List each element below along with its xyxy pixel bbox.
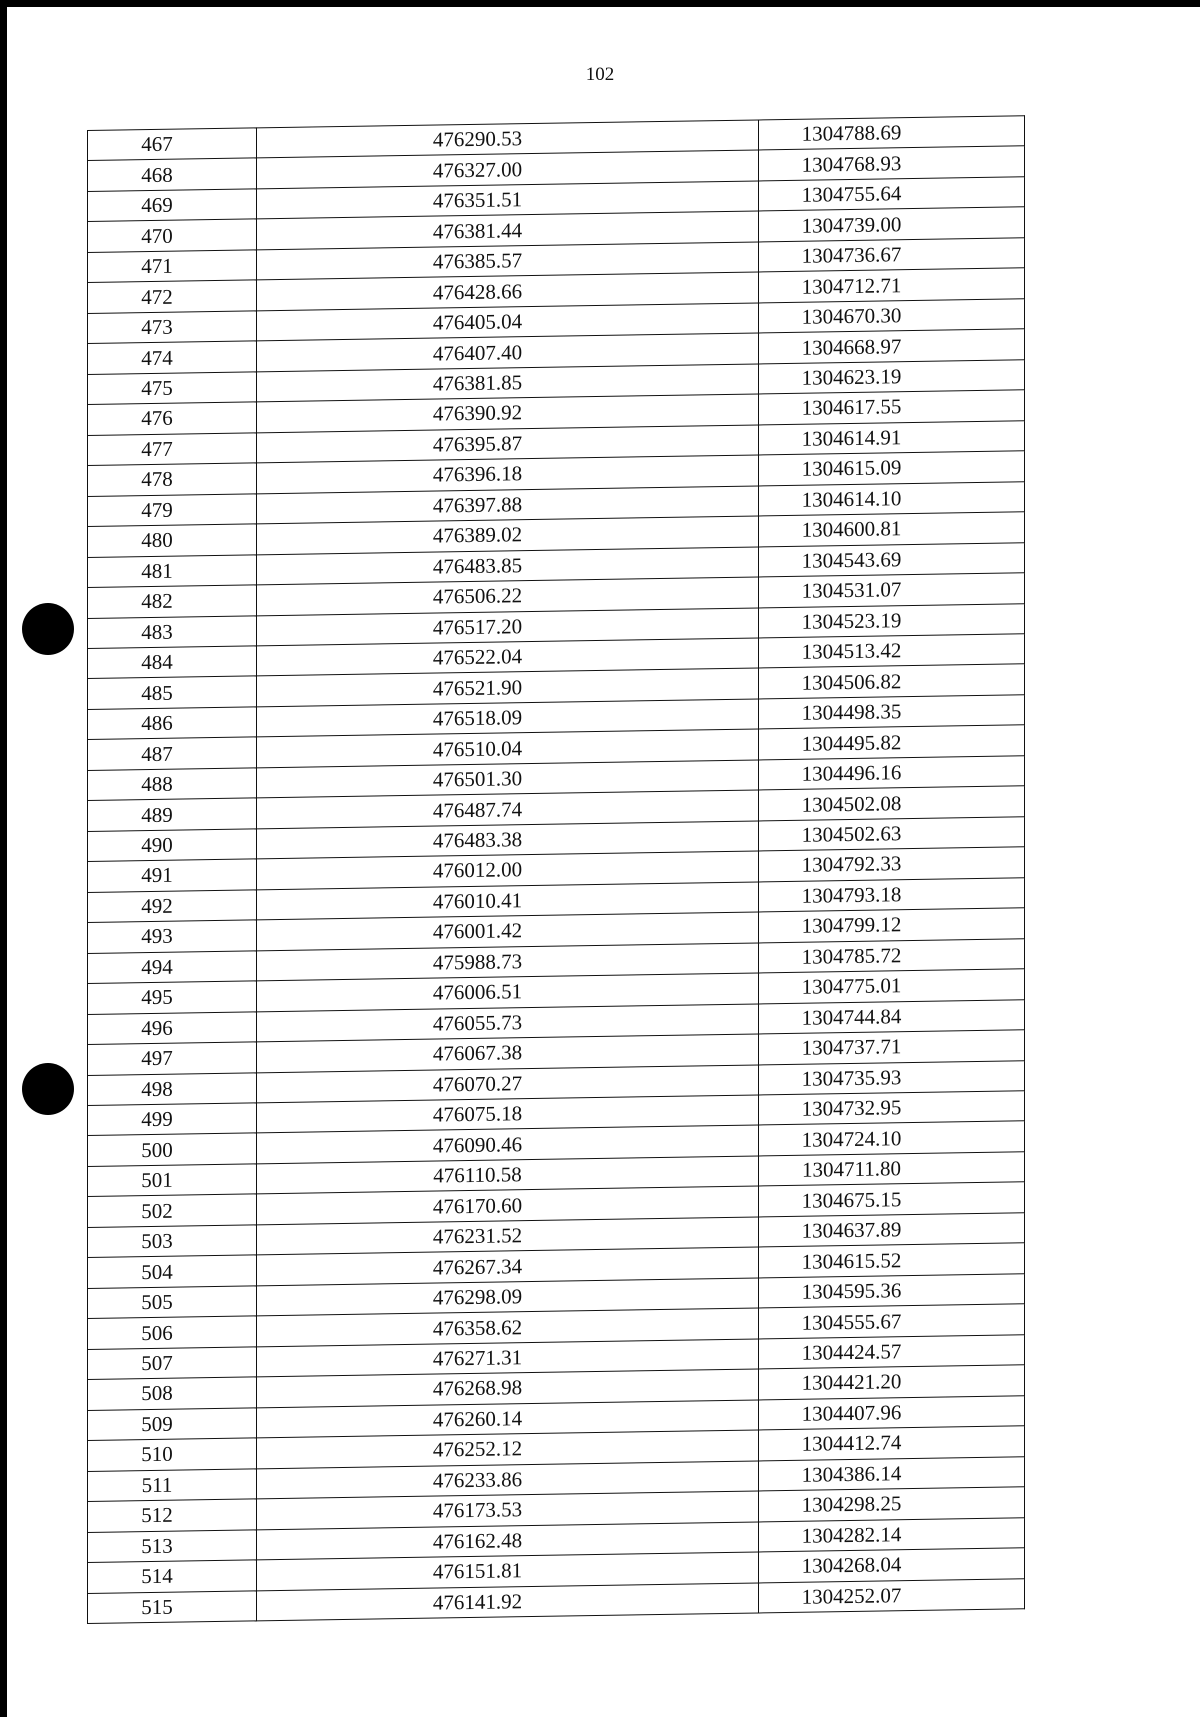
point-id-cell: 479 xyxy=(88,493,257,526)
point-id-cell: 484 xyxy=(88,646,257,679)
y-coordinate-cell: 1304623.19 xyxy=(759,360,1025,395)
x-coordinate-cell: 476517.20 xyxy=(257,607,759,645)
y-coordinate-cell: 1304495.82 xyxy=(759,725,1025,760)
x-coordinate-cell: 476055.73 xyxy=(257,1004,759,1042)
punch-hole-top xyxy=(22,603,74,655)
y-coordinate-cell: 1304712.71 xyxy=(759,268,1025,303)
x-coordinate-cell: 476001.42 xyxy=(257,912,759,950)
point-id-cell: 511 xyxy=(88,1468,257,1501)
point-id-cell: 503 xyxy=(88,1225,257,1258)
y-coordinate-cell: 1304614.10 xyxy=(759,481,1025,516)
y-coordinate-cell: 1304736.67 xyxy=(759,238,1025,273)
y-coordinate-cell: 1304724.10 xyxy=(759,1121,1025,1156)
x-coordinate-cell: 476252.12 xyxy=(257,1430,759,1468)
point-id-cell: 470 xyxy=(88,219,257,252)
y-coordinate-cell: 1304615.09 xyxy=(759,451,1025,486)
y-coordinate-cell: 1304793.18 xyxy=(759,877,1025,912)
point-id-cell: 489 xyxy=(88,798,257,831)
y-coordinate-cell: 1304670.30 xyxy=(759,299,1025,334)
point-id-cell: 513 xyxy=(88,1529,257,1562)
x-coordinate-cell: 476090.46 xyxy=(257,1125,759,1163)
point-id-cell: 506 xyxy=(88,1316,257,1349)
point-id-cell: 476 xyxy=(88,402,257,435)
point-id-cell: 496 xyxy=(88,1011,257,1044)
point-id-cell: 505 xyxy=(88,1286,257,1319)
y-coordinate-cell: 1304502.63 xyxy=(759,817,1025,852)
y-coordinate-cell: 1304711.80 xyxy=(759,1152,1025,1187)
y-coordinate-cell: 1304637.89 xyxy=(759,1213,1025,1248)
y-coordinate-cell: 1304412.74 xyxy=(759,1426,1025,1461)
x-coordinate-cell: 476110.58 xyxy=(257,1156,759,1194)
x-coordinate-cell: 476428.66 xyxy=(257,272,759,310)
y-coordinate-cell: 1304506.82 xyxy=(759,664,1025,699)
x-coordinate-cell: 476260.14 xyxy=(257,1400,759,1438)
x-coordinate-cell: 476521.90 xyxy=(257,668,759,706)
point-id-cell: 494 xyxy=(88,950,257,983)
x-coordinate-cell: 476381.85 xyxy=(257,364,759,402)
y-coordinate-cell: 1304600.81 xyxy=(759,512,1025,547)
point-id-cell: 478 xyxy=(88,463,257,496)
x-coordinate-cell: 476358.62 xyxy=(257,1308,759,1346)
x-coordinate-cell: 476170.60 xyxy=(257,1186,759,1224)
point-id-cell: 472 xyxy=(88,280,257,313)
point-id-cell: 488 xyxy=(88,768,257,801)
x-coordinate-cell: 476233.86 xyxy=(257,1461,759,1499)
x-coordinate-cell: 476506.22 xyxy=(257,577,759,615)
y-coordinate-cell: 1304595.36 xyxy=(759,1274,1025,1309)
point-id-cell: 468 xyxy=(88,158,257,191)
point-id-cell: 491 xyxy=(88,859,257,892)
x-coordinate-cell: 476006.51 xyxy=(257,973,759,1011)
y-coordinate-cell: 1304498.35 xyxy=(759,695,1025,730)
x-coordinate-cell: 476162.48 xyxy=(257,1522,759,1560)
point-id-cell: 480 xyxy=(88,524,257,557)
y-coordinate-cell: 1304732.95 xyxy=(759,1091,1025,1126)
y-coordinate-cell: 1304614.91 xyxy=(759,420,1025,455)
x-coordinate-cell: 476075.18 xyxy=(257,1095,759,1133)
point-id-cell: 499 xyxy=(88,1103,257,1136)
x-coordinate-cell: 476483.38 xyxy=(257,821,759,859)
coordinates-table-wrapper xyxy=(87,115,1025,1624)
y-coordinate-cell: 1304739.00 xyxy=(759,207,1025,242)
point-id-cell: 514 xyxy=(88,1560,257,1593)
point-id-cell: 467 xyxy=(88,128,257,161)
coordinates-table-body xyxy=(88,116,1025,1624)
y-coordinate-cell: 1304755.64 xyxy=(759,177,1025,212)
y-coordinate-cell: 1304555.67 xyxy=(759,1304,1025,1339)
y-coordinate-cell: 1304615.52 xyxy=(759,1243,1025,1278)
y-coordinate-cell: 1304298.25 xyxy=(759,1487,1025,1522)
x-coordinate-cell: 476268.98 xyxy=(257,1369,759,1407)
x-coordinate-cell: 476290.53 xyxy=(257,120,759,158)
x-coordinate-cell: 476298.09 xyxy=(257,1278,759,1316)
x-coordinate-cell: 476267.34 xyxy=(257,1247,759,1285)
point-id-cell: 475 xyxy=(88,372,257,405)
point-id-cell: 504 xyxy=(88,1255,257,1288)
x-coordinate-cell: 476501.30 xyxy=(257,760,759,798)
y-coordinate-cell: 1304617.55 xyxy=(759,390,1025,425)
point-id-cell: 507 xyxy=(88,1347,257,1380)
y-coordinate-cell: 1304252.07 xyxy=(759,1578,1025,1613)
x-coordinate-cell: 476231.52 xyxy=(257,1217,759,1255)
y-coordinate-cell: 1304792.33 xyxy=(759,847,1025,882)
y-coordinate-cell: 1304496.16 xyxy=(759,756,1025,791)
point-id-cell: 510 xyxy=(88,1438,257,1471)
y-coordinate-cell: 1304775.01 xyxy=(759,969,1025,1004)
point-id-cell: 502 xyxy=(88,1194,257,1227)
point-id-cell: 515 xyxy=(88,1590,257,1623)
y-coordinate-cell: 1304788.69 xyxy=(759,116,1025,151)
x-coordinate-cell: 476389.02 xyxy=(257,516,759,554)
point-id-cell: 477 xyxy=(88,433,257,466)
x-coordinate-cell: 476405.04 xyxy=(257,303,759,341)
y-coordinate-cell: 1304799.12 xyxy=(759,908,1025,943)
y-coordinate-cell: 1304513.42 xyxy=(759,634,1025,669)
coordinates-table xyxy=(87,115,1025,1624)
y-coordinate-cell: 1304282.14 xyxy=(759,1517,1025,1552)
y-coordinate-cell: 1304421.20 xyxy=(759,1365,1025,1400)
y-coordinate-cell: 1304502.08 xyxy=(759,786,1025,821)
y-coordinate-cell: 1304424.57 xyxy=(759,1335,1025,1370)
y-coordinate-cell: 1304386.14 xyxy=(759,1456,1025,1491)
point-id-cell: 471 xyxy=(88,250,257,283)
point-id-cell: 490 xyxy=(88,829,257,862)
point-id-cell: 501 xyxy=(88,1164,257,1197)
x-coordinate-cell: 476518.09 xyxy=(257,699,759,737)
point-id-cell: 487 xyxy=(88,737,257,770)
y-coordinate-cell: 1304744.84 xyxy=(759,999,1025,1034)
x-coordinate-cell: 476173.53 xyxy=(257,1491,759,1529)
y-coordinate-cell: 1304675.15 xyxy=(759,1182,1025,1217)
x-coordinate-cell: 476327.00 xyxy=(257,150,759,188)
x-coordinate-cell: 476151.81 xyxy=(257,1552,759,1590)
x-coordinate-cell: 476381.44 xyxy=(257,211,759,249)
point-id-cell: 509 xyxy=(88,1408,257,1441)
y-coordinate-cell: 1304268.04 xyxy=(759,1548,1025,1583)
x-coordinate-cell: 476407.40 xyxy=(257,333,759,371)
y-coordinate-cell: 1304785.72 xyxy=(759,938,1025,973)
y-coordinate-cell: 1304543.69 xyxy=(759,542,1025,577)
x-coordinate-cell: 476396.18 xyxy=(257,455,759,493)
point-id-cell: 500 xyxy=(88,1133,257,1166)
point-id-cell: 497 xyxy=(88,1042,257,1075)
y-coordinate-cell: 1304523.19 xyxy=(759,603,1025,638)
x-coordinate-cell: 476510.04 xyxy=(257,729,759,767)
x-coordinate-cell: 476067.38 xyxy=(257,1034,759,1072)
x-coordinate-cell: 476010.41 xyxy=(257,882,759,920)
y-coordinate-cell: 1304407.96 xyxy=(759,1395,1025,1430)
point-id-cell: 508 xyxy=(88,1377,257,1410)
y-coordinate-cell: 1304531.07 xyxy=(759,573,1025,608)
punch-hole-bottom xyxy=(22,1063,74,1115)
page-number: 102 xyxy=(585,64,615,85)
x-coordinate-cell: 476141.92 xyxy=(257,1582,759,1620)
y-coordinate-cell: 1304768.93 xyxy=(759,146,1025,181)
point-id-cell: 483 xyxy=(88,615,257,648)
y-coordinate-cell: 1304668.97 xyxy=(759,329,1025,364)
x-coordinate-cell: 476483.85 xyxy=(257,547,759,585)
point-id-cell: 493 xyxy=(88,920,257,953)
x-coordinate-cell: 476070.27 xyxy=(257,1064,759,1102)
point-id-cell: 498 xyxy=(88,1072,257,1105)
x-coordinate-cell: 476487.74 xyxy=(257,790,759,828)
x-coordinate-cell: 476397.88 xyxy=(257,486,759,524)
x-coordinate-cell: 476271.31 xyxy=(257,1339,759,1377)
point-id-cell: 481 xyxy=(88,554,257,587)
point-id-cell: 495 xyxy=(88,981,257,1014)
point-id-cell: 474 xyxy=(88,341,257,374)
x-coordinate-cell: 476351.51 xyxy=(257,181,759,219)
point-id-cell: 485 xyxy=(88,676,257,709)
x-coordinate-cell: 475988.73 xyxy=(257,943,759,981)
x-coordinate-cell: 476385.57 xyxy=(257,242,759,280)
point-id-cell: 469 xyxy=(88,189,257,222)
point-id-cell: 482 xyxy=(88,585,257,618)
x-coordinate-cell: 476012.00 xyxy=(257,851,759,889)
point-id-cell: 512 xyxy=(88,1499,257,1532)
point-id-cell: 486 xyxy=(88,707,257,740)
y-coordinate-cell: 1304735.93 xyxy=(759,1060,1025,1095)
y-coordinate-cell: 1304737.71 xyxy=(759,1030,1025,1065)
point-id-cell: 492 xyxy=(88,890,257,923)
x-coordinate-cell: 476390.92 xyxy=(257,394,759,432)
x-coordinate-cell: 476522.04 xyxy=(257,638,759,676)
point-id-cell: 473 xyxy=(88,311,257,344)
x-coordinate-cell: 476395.87 xyxy=(257,425,759,463)
